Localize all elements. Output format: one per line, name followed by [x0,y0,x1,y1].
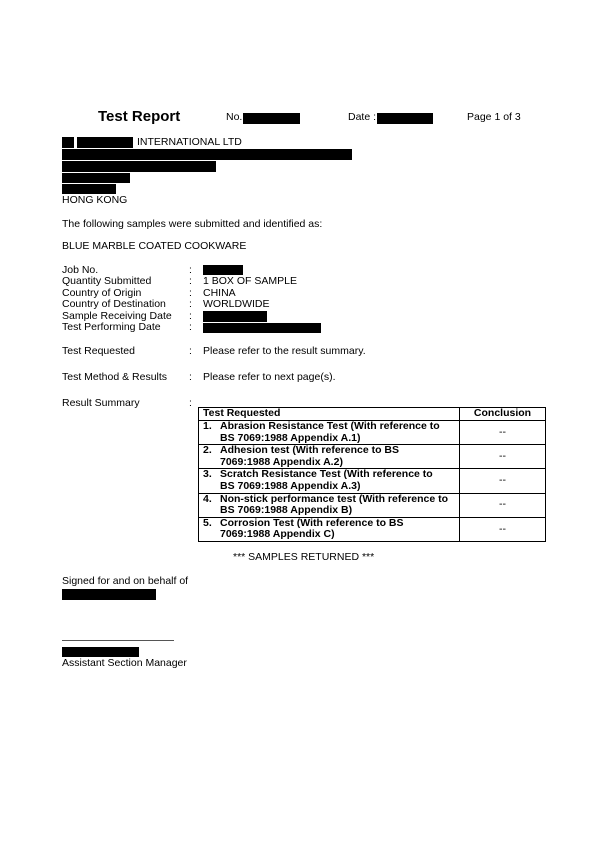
signatory-role: Assistant Section Manager [62,657,187,669]
row-conclusion: -- [460,469,546,493]
signed-for-text: Signed for and on behalf of [62,575,189,587]
intro-text: The following samples were submitted and identified as: [62,218,323,230]
redacted-report-number [243,113,300,124]
applicant-city: HONG KONG [62,194,128,206]
redacted-address-line-3 [62,173,130,183]
sample-name: BLUE MARBLE COATED COOKWARE [62,240,247,252]
row-conclusion: -- [460,493,546,517]
redacted-date [377,113,433,124]
row-conclusion: -- [460,517,546,541]
col-conclusion: Conclusion [460,408,546,421]
company-suffix: INTERNATIONAL LTD [137,136,242,148]
result-summary-label: Result Summary [62,397,140,409]
redacted-job-no [203,265,243,275]
table-row [199,421,546,445]
page-indicator: Page 1 of 3 [467,111,521,123]
test-cell [199,421,460,445]
origin-label: Country of Origin [62,287,142,299]
table-row [199,469,546,493]
row-number: 5. [203,516,212,529]
row-test: Corrosion Test (With reference to BS 7069:1988 Appendix C) [220,516,404,541]
destination-value: WORLDWIDE [203,298,270,310]
colon: : [189,397,192,409]
row-test: Scratch Resistance Test (With reference to BS 7069:1988 Appendix A.3) [220,468,433,492]
redacted-performing-date [203,323,321,333]
test-requested-label: Test Requested [62,345,135,357]
table-row [199,445,546,469]
row-number: 4. [203,492,212,505]
table-row [199,493,546,517]
destination-label: Country of Destination [62,298,166,310]
test-method-label: Test Method & Results [62,371,168,383]
redacted-signatory-name [62,647,139,657]
redacted-address-line-4 [62,184,116,194]
origin-value: CHINA [203,287,236,299]
report-title: Test Report [98,108,181,125]
test-requested-value: Please refer to the result summary. [203,345,366,357]
report-number-label: No. [226,111,243,123]
quantity-label: Quantity Submitted [62,275,152,287]
redacted-receiving-date [203,311,267,322]
colon: : [189,321,192,333]
test-cell [199,517,460,541]
colon: : [189,298,192,310]
colon: : [189,264,192,276]
col-test-requested: Test Requested [199,408,460,421]
table-row [199,517,546,541]
test-cell [199,493,460,517]
result-summary-table [198,407,546,542]
row-test: Non-stick performance test (With reference to BS 7069:1988 Appendix B) [220,492,449,517]
redacted-company-name [77,137,133,148]
colon: : [189,310,192,322]
quantity-value: 1 BOX OF SAMPLE [203,275,297,287]
receiving-date-label: Sample Receiving Date [62,310,172,322]
performing-date-label: Test Performing Date [62,321,161,333]
redacted-signatory-company [62,589,156,600]
table-header-row [199,408,546,421]
redacted-address-line-2 [62,161,216,172]
row-number: 2. [203,444,212,457]
date-label: Date : [348,111,377,123]
redacted-company-part [62,137,74,148]
row-number: 1. [203,420,212,432]
row-test: Abrasion Resistance Test (With reference to BS 7069:1988 Appendix A.1) [220,420,440,444]
test-method-value: Please refer to next page(s). [203,371,336,383]
redacted-address-line-1 [62,149,352,160]
signature-line [62,640,174,641]
row-number: 3. [203,468,212,481]
row-conclusion: -- [460,421,546,445]
colon: : [189,371,192,383]
test-cell [199,445,460,469]
colon: : [189,275,192,287]
colon: : [189,287,192,299]
job-no-label: Job No. [62,264,99,276]
test-cell [199,469,460,493]
row-conclusion: -- [460,445,546,469]
samples-returned-note: *** SAMPLES RETURNED *** [233,551,375,563]
colon: : [189,345,192,357]
row-test: Adhesion test (With reference to BS 7069:1988 Appendix A.2) [220,444,400,468]
